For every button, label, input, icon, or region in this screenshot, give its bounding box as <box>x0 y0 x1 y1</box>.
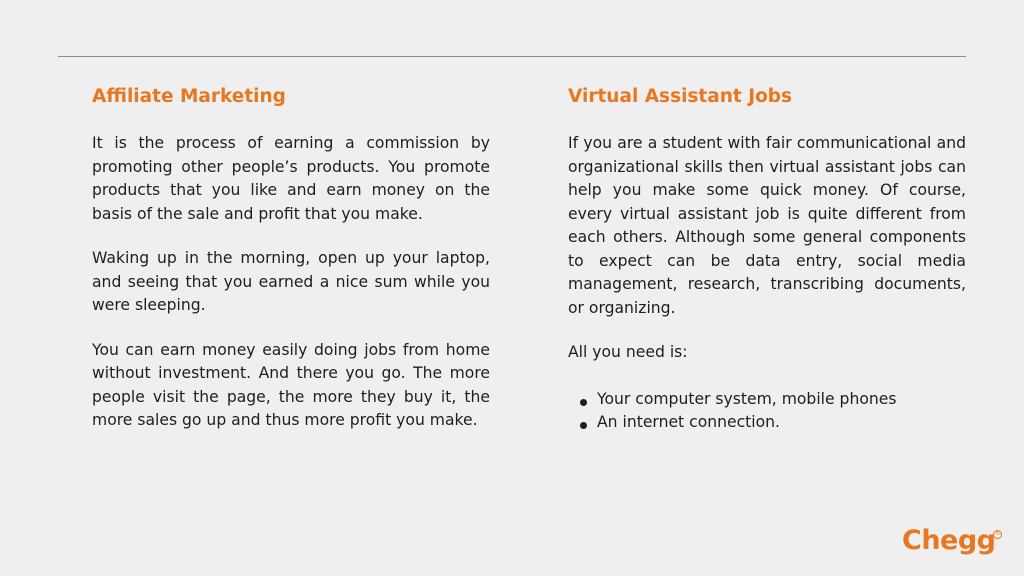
list-item <box>568 388 966 412</box>
affiliate-paragraph-2: Waking up in the morning, open up your laptop, and seeing that you earned a nice sum while you were sleeping. <box>92 249 490 314</box>
bullet-icon <box>580 422 587 429</box>
affiliate-paragraph-3: You can earn money easily doing jobs from home without investment. And there you go. The more people visit the page, the more they buy it, the more sales go up and thus more profit you make. <box>92 340 490 429</box>
virtual-assistant-section <box>568 84 966 435</box>
registered-mark: ® <box>995 531 1000 537</box>
bullet-icon <box>580 399 587 406</box>
requirements-list <box>568 388 966 435</box>
top-divider <box>58 56 966 57</box>
chegg-logo: Chegg <box>902 525 996 556</box>
list-item <box>568 411 966 435</box>
need-label: All you need is: <box>568 343 688 361</box>
list-item-text: An internet connection. <box>597 413 780 431</box>
list-item-text: Your computer system, mobile phones <box>597 389 897 408</box>
virtual-assistant-heading: Virtual Assistant Jobs <box>568 86 793 107</box>
affiliate-marketing-section <box>92 84 490 454</box>
affiliate-marketing-heading: Affiliate Marketing <box>92 86 286 107</box>
virtual-assistant-paragraph: If you are a student with fair communicational and organizational skills then virtual assistant jobs can help you make some quick money. Of course, every virtual assistant job is quite different from each others. Although some general components to expect can be data entry, social media management, research, transcribing documents, or organizing. <box>568 134 966 317</box>
affiliate-paragraph-1: It is the process of earning a commission by promoting other people’s products. You promote products that you like and earn money on the basis of the sale and profit that you make. <box>92 134 490 223</box>
